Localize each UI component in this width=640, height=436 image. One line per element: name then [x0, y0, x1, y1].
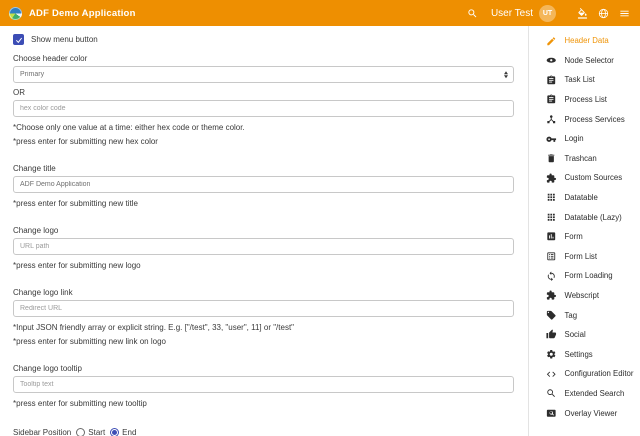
sidebar-item-settings[interactable]: Settings	[529, 345, 640, 365]
settings-panel	[0, 26, 529, 436]
bar-chart-icon	[546, 231, 557, 242]
sidebar-item-tag[interactable]: Tag	[529, 305, 640, 325]
clipboard-icon	[546, 75, 557, 86]
header-color-group	[13, 54, 514, 147]
hex-color-input[interactable]	[13, 100, 514, 117]
sidebar-item-task-list[interactable]: Task List	[529, 70, 640, 90]
sidebar-item-form-loading[interactable]: Form Loading	[529, 266, 640, 286]
title-group	[13, 164, 514, 209]
or-label: OR	[13, 88, 25, 97]
logo-label: Change logo	[13, 226, 59, 235]
search-icon[interactable]	[467, 8, 478, 19]
key-icon	[546, 134, 557, 145]
puzzle-icon	[546, 173, 557, 184]
sidebar-item-process-services[interactable]: Process Services	[529, 109, 640, 129]
tooltip-input[interactable]	[13, 376, 514, 393]
title-label: Change title	[13, 164, 56, 173]
tooltip-hint: *press enter for submitting new tooltip	[13, 399, 147, 408]
app-header	[0, 0, 640, 26]
app-logo[interactable]	[9, 7, 22, 20]
sidebar-item-node-selector[interactable]: Node Selector	[529, 51, 640, 71]
hex-hint-2: *press enter for submitting new hex color	[13, 137, 158, 146]
logo-input[interactable]	[13, 238, 514, 255]
sidebar-item-configuration-editor[interactable]: Configuration Editor	[529, 364, 640, 384]
sidebar-item-header-data[interactable]: Header Data	[529, 31, 640, 51]
tag-icon	[546, 310, 557, 321]
tooltip-label: Change logo tooltip	[13, 364, 82, 373]
sidebar-item-form[interactable]: Form	[529, 227, 640, 247]
logo-link-input[interactable]	[13, 300, 514, 317]
sidebar-item-custom-sources[interactable]: Custom Sources	[529, 168, 640, 188]
code-icon	[546, 369, 557, 380]
sidebar-position-start[interactable]: Start	[76, 428, 105, 436]
app-title: ADF Demo Application	[29, 7, 136, 19]
logo-link-label: Change logo link	[13, 288, 73, 297]
sidebar-item-trashcan[interactable]: Trashcan	[529, 149, 640, 169]
eye-icon	[546, 55, 557, 66]
sidebar-item-webscript[interactable]: Webscript	[529, 286, 640, 306]
gear-icon	[546, 349, 557, 360]
sidebar-position-label: Sidebar Position	[13, 428, 72, 436]
logo-group	[13, 226, 514, 271]
show-menu-row	[13, 34, 514, 45]
hub-icon	[546, 114, 557, 125]
title-input[interactable]	[13, 176, 514, 193]
menu-icon[interactable]	[619, 8, 630, 19]
radio-end-icon	[110, 428, 119, 436]
sidebar-item-datatable-lazy[interactable]: Datatable (Lazy)	[529, 207, 640, 227]
title-hint: *press enter for submitting new title	[13, 199, 138, 208]
avatar[interactable]: UT	[539, 5, 556, 22]
sidebar-position-row	[13, 428, 514, 436]
sidebar-item-overlay-viewer[interactable]: Overlay Viewer	[529, 403, 640, 423]
loop-icon	[546, 271, 557, 282]
sidebar-item-process-list[interactable]: Process List	[529, 90, 640, 110]
sidebar-item-form-list[interactable]: Form List	[529, 247, 640, 267]
grid-icon	[546, 192, 557, 203]
form-list-icon	[546, 251, 557, 262]
sidebar-item-social[interactable]: Social	[529, 325, 640, 345]
sidebar-item-datatable[interactable]: Datatable	[529, 188, 640, 208]
globe-icon[interactable]	[598, 8, 609, 19]
tooltip-group	[13, 364, 514, 409]
sidebar-item-extended-search[interactable]: Extended Search	[529, 384, 640, 404]
hex-hint-1: *Choose only one value at a time: either hex code or theme color.	[13, 123, 245, 132]
edit-icon	[546, 36, 557, 47]
logo-link-hint-2: *press enter for submitting new link on logo	[13, 337, 166, 346]
sidebar-position-end[interactable]: End	[110, 428, 136, 436]
thumb-up-icon	[546, 329, 557, 340]
right-sidebar	[529, 26, 640, 436]
user-name[interactable]: User Test	[490, 7, 533, 19]
radio-start-icon	[76, 428, 85, 436]
show-menu-label: Show menu button	[31, 35, 98, 44]
search-icon	[546, 388, 557, 399]
trash-icon	[546, 153, 557, 164]
show-menu-checkbox[interactable]	[13, 34, 24, 45]
overlay-viewer-icon	[546, 408, 557, 419]
format-color-fill-icon[interactable]	[577, 8, 588, 19]
header-color-label: Choose header color	[13, 54, 88, 63]
sidebar-item-login[interactable]: Login	[529, 129, 640, 149]
puzzle-icon	[546, 290, 557, 301]
logo-link-hint-1: *Input JSON friendly array or explicit string. E.g. ["/test", 33, "user", 11] or "/test"	[13, 323, 294, 332]
clipboard-icon	[546, 94, 557, 105]
logo-hint: *press enter for submitting new logo	[13, 261, 141, 270]
header-color-select[interactable]	[13, 66, 514, 83]
grid-icon	[546, 212, 557, 223]
logo-link-group	[13, 288, 514, 347]
